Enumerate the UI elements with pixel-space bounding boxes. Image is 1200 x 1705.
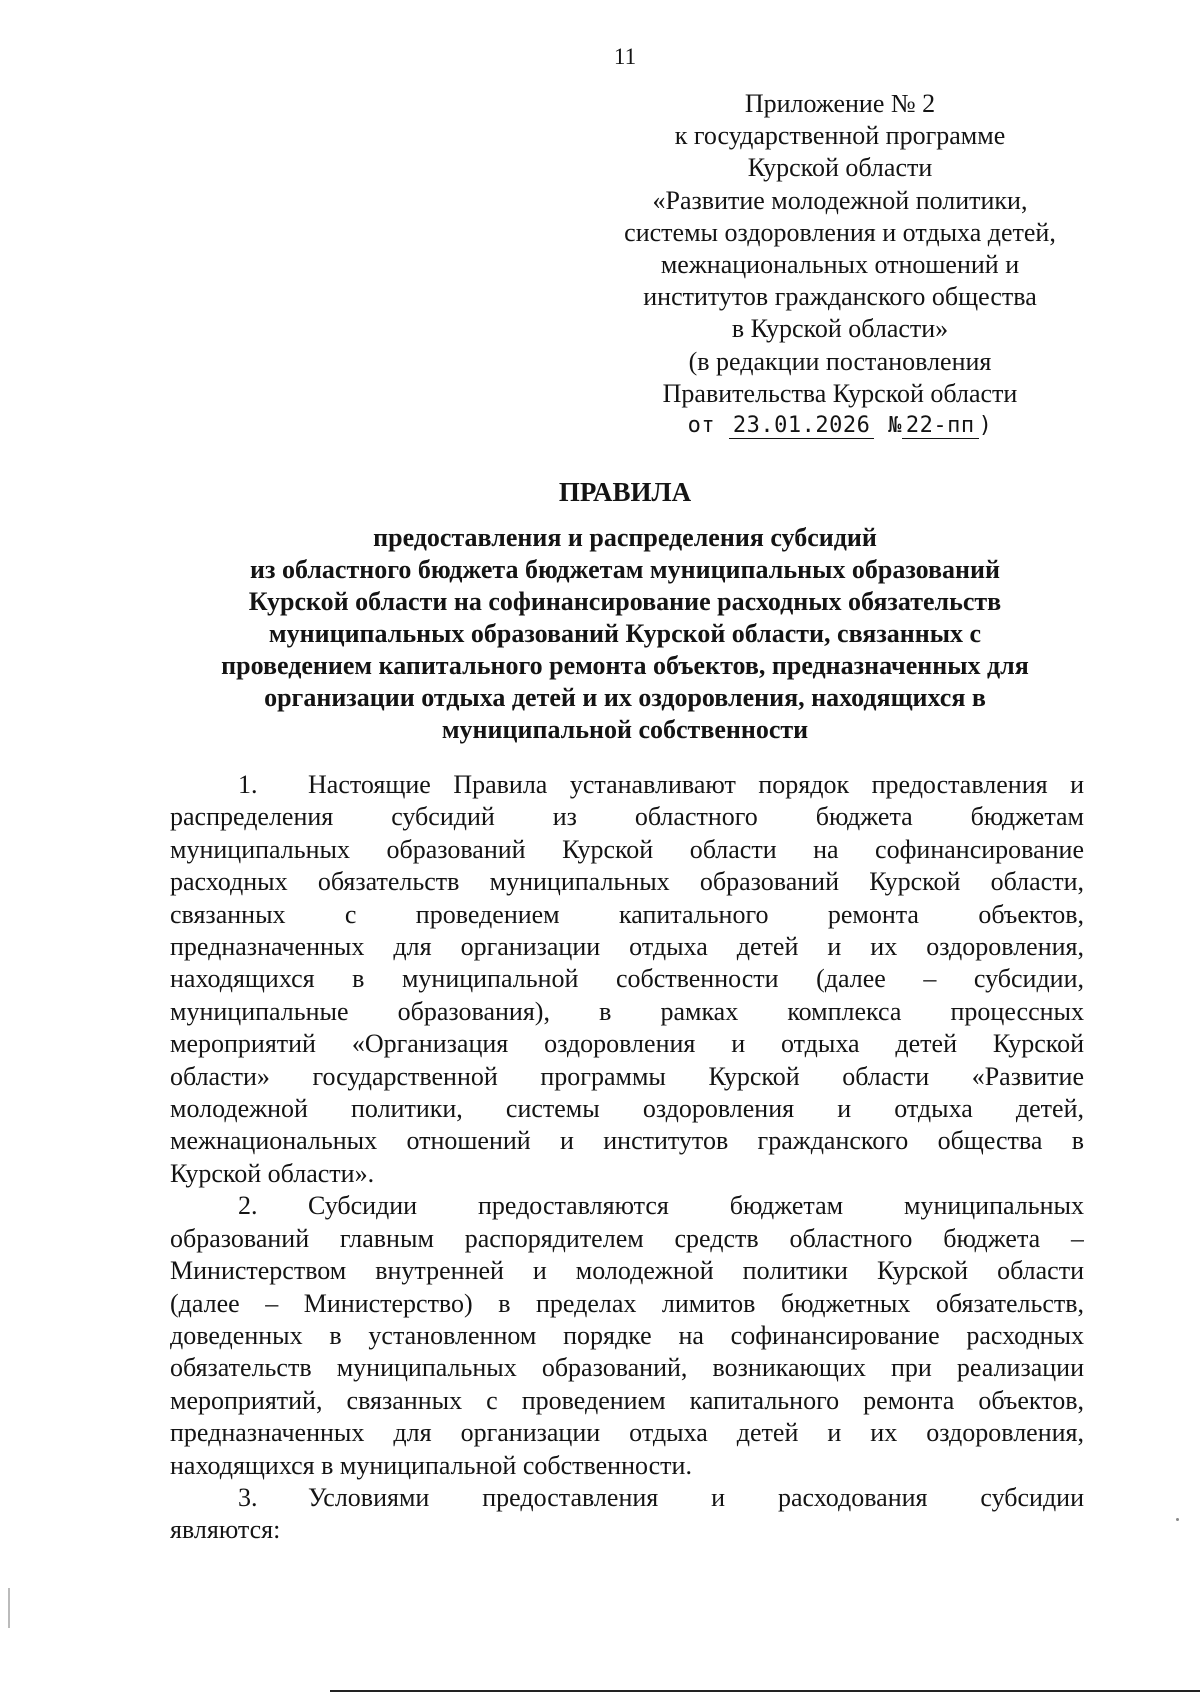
title-main: ПРАВИЛА <box>558 477 692 507</box>
paragraph-first-line <box>170 1190 1084 1222</box>
paragraph-line-text: Условиями предоставления и расходования субсидии <box>308 1482 1084 1512</box>
paragraph-first-line <box>170 769 1084 801</box>
paragraph-line: области» государственной программы Курской области «Развитие <box>170 1061 1084 1091</box>
appendix-line: межнациональных отношений и <box>660 250 1020 280</box>
appendix-line: системы оздоровления и отдыха детей, <box>624 217 1056 247</box>
paragraph-number: 1. <box>238 770 258 799</box>
paragraph-2 <box>170 1190 1084 1482</box>
resolution-number: 22-пп <box>902 413 979 439</box>
paragraph-line: являются: <box>170 1515 281 1545</box>
resolution-date: 23.01.2026 <box>729 413 874 439</box>
paragraph-3 <box>170 1482 1084 1547</box>
paragraph-line: (далее – Министерство) в пределах лимитов бюджетных обязательств, <box>170 1288 1084 1318</box>
paragraph-line: муниципальных образований Курской области на софинансирование <box>170 834 1084 864</box>
title-line: муниципальных образований Курской области, связанных с <box>268 619 982 648</box>
appendix-line: в Курской области» <box>731 314 949 344</box>
appendix-line: «Развитие молодежной политики, <box>652 185 1028 215</box>
closing-paren: ) <box>978 413 993 439</box>
paragraph-line: доведенных в установленном порядке на софинансирование расходных <box>170 1320 1084 1350</box>
paragraph-line: межнациональных отношений и институтов гражданского общества в <box>170 1126 1084 1156</box>
title-line: Курской области на софинансирование расходных обязательств <box>248 587 1002 616</box>
paragraph-line: связанных с проведением капитального ремонта объектов, <box>170 899 1084 929</box>
appendix-line: Курской области <box>747 153 933 183</box>
document-body <box>170 769 1084 1547</box>
paragraph-line: распределения субсидий из областного бюджета бюджетам <box>170 802 1084 832</box>
paragraph-line: молодежной политики, системы оздоровления и отдыха детей, <box>170 1094 1084 1124</box>
title-line: организации отдыха детей и их оздоровления, находящихся в <box>264 683 986 712</box>
paragraph-line-text: Субсидии предоставляются бюджетам муниципальных <box>308 1191 1084 1221</box>
title-line: муниципальной собственности <box>441 715 809 744</box>
document-title <box>160 476 1090 746</box>
paragraph-line: образований главным распорядителем средств областного бюджета – <box>170 1223 1084 1253</box>
appendix-line: Правительства Курской области <box>662 378 1018 408</box>
number-prefix: № <box>888 413 902 439</box>
paragraph-line: находящихся в муниципальной собственности (далее – субсидии, <box>170 964 1084 994</box>
scan-artifact-mark <box>8 1588 10 1628</box>
paragraph-number: 3. <box>238 1482 258 1512</box>
paragraph-number: 2. <box>238 1191 258 1221</box>
title-line: предоставления и распределения субсидий <box>373 523 877 552</box>
page-number: 11 <box>613 44 637 69</box>
paragraph-line: Курской области». <box>170 1158 375 1188</box>
appendix-line: институтов гражданского общества <box>643 282 1037 312</box>
paragraph-line: расходных обязательств муниципальных образований Курской области, <box>170 867 1084 897</box>
title-line: проведением капитального ремонта объектов, предназначенных для <box>221 651 1029 680</box>
paragraph-line: обязательств муниципальных образований, возникающих при реализации <box>170 1353 1084 1383</box>
paragraph-line-text: Настоящие Правила устанавливают порядок предоставления и <box>308 770 1084 799</box>
paragraph-line: находящихся в муниципальной собственности. <box>170 1450 692 1480</box>
paragraph-first-line <box>170 1482 1084 1514</box>
paragraph-line: муниципальные образования), в рамках комплекса процессных <box>170 996 1084 1026</box>
appendix-line: (в редакции постановления <box>688 346 992 376</box>
paragraph-line: мероприятий «Организация оздоровления и отдыха детей Курской <box>170 1029 1084 1059</box>
title-line: из областного бюджета бюджетам муниципальных образований <box>250 555 1000 584</box>
scan-artifact-dot <box>1176 1518 1179 1521</box>
appendix-line: Приложение № 2 <box>744 89 936 118</box>
appendix-header <box>595 88 1085 442</box>
appendix-line: к государственной программе <box>674 121 1006 151</box>
page-bottom-rule <box>330 1690 1200 1692</box>
paragraph-line: Министерством внутренней и молодежной политики Курской области <box>170 1256 1084 1286</box>
paragraph-line: предназначенных для организации отдыха детей и их оздоровления, <box>170 1418 1084 1448</box>
paragraph-1 <box>170 769 1084 1190</box>
paragraph-line: мероприятий, связанных с проведением капитального ремонта объектов, <box>170 1385 1084 1415</box>
from-prefix: от <box>687 413 716 439</box>
paragraph-line: предназначенных для организации отдыха детей и их оздоровления, <box>170 932 1084 962</box>
resolution-date-number-line <box>595 410 1085 442</box>
